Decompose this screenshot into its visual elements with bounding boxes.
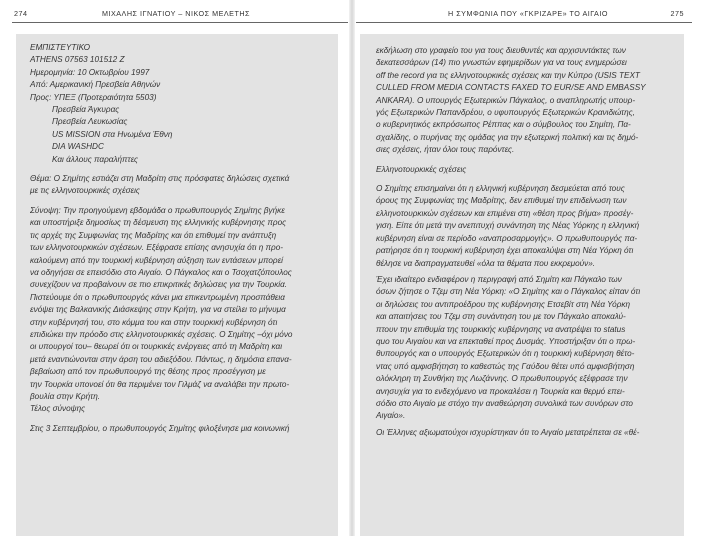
subject-block [30,173,328,198]
right-header-rule [356,22,692,23]
right-running-head [372,9,684,23]
right-running-title: Η ΣΥΜΦΩΝΙΑ ΠΟΥ «ΓΚΡΙΖΑΡΕ» ΤΟ ΑΙΓΑΙΟ [448,9,608,18]
summary-line: να οδηγήσει σε επεισόδιο στο Αιγαίο. Ο Πάγκαλος και ο Τσοχατζόπουλος [30,267,292,277]
paragraph-line: γός Εξωτερικών Παπανδρέου, ο υφυπουργός Εξωτερικών Κρανιδιώτης, [376,108,635,118]
right-document-box [360,34,684,536]
reference-line: ATHENS 07563 101512 Z [30,55,125,65]
paragraph-line: ανησυχία για το ενδεχόμενο να προκαλέσει η Τουρκία και θερμό επει- [376,386,625,396]
summary-line: Πιστεύουμε ότι ο πρωθυπουργός κάνει μια επικεντρωμένη προσπάθεια [30,292,285,302]
document-header [30,42,328,166]
paragraph-3 [376,274,674,423]
paragraph-line: όσων ζήτησε ο Τζεμ στη Νέα Υόρκη: «Ο Σημίτης και ο Πάγκαλος είπαν ότι [376,287,641,297]
summary-line: μετά εναντιώνονται στην άρση του αδιεξόδου. Πάντως, η δημόσια επανα- [30,354,292,364]
classification-line: ΕΜΠΙΣΤΕΥΤΙΚΟ [30,43,91,52]
summary-line: επιδιώκει την πρόοδο στις ελληνοτουρκικές σχέσεις. Ο Σημίτης –όχι μόνο [30,329,293,339]
summary-line: Σύνοψη: Την προηγούμενη εβδομάδα ο πρωθυπουργός Σημίτης βγήκε [30,205,285,215]
paragraph-line: οι δηλώσεις του αντιπροέδρου της κυβέρνησης Ετσεβίτ στη Νέα Υόρκη [376,299,631,309]
subject-line: με τις ελληνοτουρκικές σχέσεις [30,186,140,196]
paragraph-line: ντας υπό αμφισβήτηση το καθεστώς της Γαύδου θέτει υπό αμφισβήτηση [376,361,635,371]
paragraph-line: ο κυβερνητικός εκπρόσωπος Ρέππας και ο σύμβουλος του Σημίτη, Πα- [376,120,631,130]
section-heading: Ελληνοτουρκικές σχέσεις [376,164,467,174]
right-page-number: 275 [670,9,684,18]
recipient-line: Πρεσβεία Άγκυρας [52,105,120,115]
recipient-line: DIA WASHDC [52,142,104,152]
paragraph-line: ρατήρησε ότι η τουρκική κυβέρνηση έχει αποκαλύψει στη Νέα Υόρκη ότι [376,246,634,256]
from-line: Από: Αμερικανική Πρεσβεία Αθηνών [30,80,161,90]
recipient-line: US MISSION στα Ηνωμένα Έθνη [52,129,173,139]
left-document-box [16,34,338,536]
summary-line: καλούμενη από την τουρκική κυβέρνηση αύξηση των εντάσεων μπορεί [30,255,283,265]
paragraph-line: δεκατεσσάρων (14) πιο γνωστών εφημερίδων για να τους ενημερώσει [376,58,627,68]
date-line: Ημερομηνία: 10 Οκτωβρίου 1997 [30,67,150,77]
paragraph-line: θυπουργός και ο υπουργός Εξωτερικών ότι η τουρκική κυβέρνηση θέτο- [376,349,635,359]
paragraph-line: ANKARA). Ο υπουργός Εξωτερικών Πάγκαλος, ο αναπληρωτής υπουρ- [376,95,636,105]
paragraph-line: θέλησε να διαπραγματευθεί «όλα τα θέματα που εκκρεμούν». [376,258,596,268]
to-line: Προς: ΥΠΕΞ (Προτεραιότητα 5503) [30,92,157,102]
paragraph-line: όρους της Συμφωνίας της Μαδρίτης, δεν επιθυμεί την επιδείνωση των [376,196,627,206]
summary-line: τις αρχές της Συμφωνίας της Μαδρίτης και ότι επιθυμεί την ανάπτυξη [30,230,277,240]
paragraph-4 [376,427,674,439]
recipient-line: Πρεσβεία Λευκωσίας [52,117,128,127]
paragraph-line: κυβέρνηση είναι σε περίοδο «αναπροσαρμογής». Ο πρωθυπουργός πα- [376,233,638,243]
paragraph-line: ολόκληρη τη Συνθήκη της Λωζάννης. Ο πρωθυπουργός εξέφρασε την [376,374,628,384]
left-running-head [14,9,338,23]
paragraph-line: ελληνοτουρκικών σχέσεων και επιμένει στη «θέση προς βήμα» προσέγ- [376,208,634,218]
summary-line: και υποστήριξε δημοσίως τη δέσμευση της ελληνικής κυβέρνησης προς [30,218,287,228]
paragraph-line: quo του Αιγαίου και να επεκταθεί προς Δυσμάς. Υποστήριξαν ότι ο πρω- [376,336,636,346]
summary-line: συνεχίζουν να προβαίνουν σε πιο επικριτικές δηλώσεις για την Τουρκία. [30,280,288,290]
summary-line: ενόψει της Βαλκανικής Διάσκεψης στην Κρήτη, για να στείλει το μήνυμα [30,305,286,315]
summary-line: την Τουρκία υπονοεί ότι θα περιμένει τον Γιλμάζ να αναλάβει την πρωτο- [30,379,290,389]
paragraph-line: Οι Έλληνες αξιωματούχοι ισχυρίστηκαν ότι το Αιγαίο μετατρέπεται σε «θέ- [376,427,640,437]
left-running-title: ΜΙΧΑΛΗΣ ΙΓΝΑΤΙΟΥ – ΝΙΚΟΣ ΜΕΛΕΤΗΣ [101,9,250,18]
summary-line: των ελληνοτουρκικών σχέσεων. Εξέφρασε επίσης ανησυχία ότι η προ- [30,243,283,253]
paragraph-line: σιες σχέσεις, ήταν όλοι τους παρόντες. [376,145,515,155]
paragraph-line: Έχει ιδιαίτερο ενδιαφέρον η περιγραφή από Σημίτη και Πάγκαλο των [376,274,622,284]
paragraph-line: σχαλίδης, ο πυρήνας της ομάδας για την εξωτερική πολιτική και τις δημό- [376,132,639,142]
subject-line: Θέμα: Ο Σημίτης εστιάζει στη Μαδρίτη στις πρόσφατες δηλώσεις σχετικά [30,174,290,184]
summary-block [30,205,328,416]
summary-line: βουλία στην Κρήτη. [30,391,101,401]
paragraph-line: Αιγαίο». [376,411,406,421]
summary-end-line: Τέλος σύνοψης [30,404,86,414]
closing-line: Στις 3 Σεπτεμβρίου, ο πρωθυπουργός Σημίτης φιλοξένησε μια κοινωνική [30,423,290,433]
paragraph-1 [376,45,674,157]
paragraph-line: Ο Σημίτης επισημαίνει ότι η ελληνική κυβέρνηση δεσμεύεται από τους [376,184,625,194]
paragraph-line: off the record για τις ελληνοτουρκικές σχέσεις και την Κύπρο (USIS TEXT [376,70,640,80]
summary-line: βεβαίωση από τον πρωθυπουργό της θέσης προς προσέγγιση με [30,367,266,377]
summary-line: στην κυβέρνησή του, στο κόμμα του και στην τουρκική κυβέρνηση ότι [30,317,278,327]
paragraph-line: πτουν την επιθυμία της τουρκικής κυβέρνησης να ανατρέψει το status [376,324,626,334]
paragraph-line: σόδιο στο Αιγαίο με στόχο την αναθεώρηση συνολικά των συνόρων στο [376,398,633,408]
paragraph-line: CULLED FROM MEDIA CONTACTS FAXED TO EUR/SE AND EMBASSY [376,83,646,93]
summary-line: οι υπουργοί του– θεωρεί ότι οι τουρκικές ενέργειες από τη Μαδρίτη και [30,342,283,352]
paragraph-line: και απαιτήσεις του Τζεμ στη συνάντηση του με τον Πάγκαλο αποκαλύ- [376,312,626,322]
paragraph-line: εκδήλωση στο γραφείο του για τους διευθυντές και αρχισυντάκτες των [376,46,626,55]
recipient-line: Και άλλους παραλήπτες [52,154,138,164]
closing-block [30,423,328,435]
paragraph-line: γιση. Είπε ότι μετά την ανεπιτυχή συνάντηση της Νέας Υόρκης η ελληνική [376,221,640,231]
left-header-rule [12,22,348,23]
left-page-number: 274 [14,9,28,18]
right-page [352,0,704,536]
paragraph-2 [376,183,674,270]
